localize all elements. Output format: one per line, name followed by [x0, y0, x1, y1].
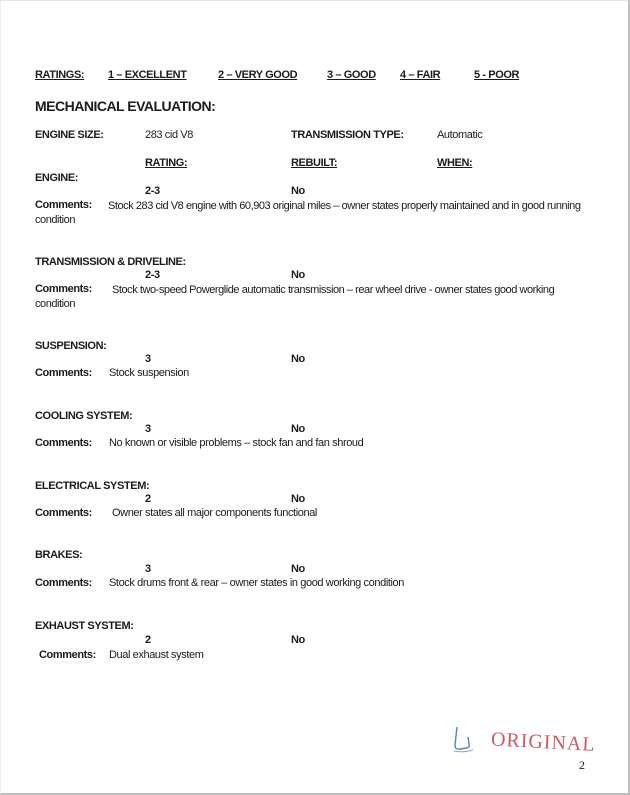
component-rebuilt: No — [291, 493, 305, 505]
component-comment: Stock suspension — [109, 367, 189, 379]
component-comment: Stock two-speed Powerglide automatic transmission – rear wheel drive - owner states good working condition — [35, 284, 555, 310]
comments-label: Comments: — [35, 199, 92, 211]
component-rating: 3 — [145, 563, 151, 575]
comments-label: Comments: — [35, 577, 92, 589]
component-name: TRANSMISSION & DRIVELINE: — [35, 256, 186, 268]
component-comment: No known or visible problems – stock fan and fan shroud — [109, 437, 364, 449]
column-header-rating: RATING: — [145, 157, 188, 169]
stamp-text: ORIGINAL — [490, 728, 597, 756]
component-rebuilt: No — [291, 423, 305, 435]
component-rebuilt: No — [291, 353, 305, 365]
component-comment: Owner states all major components functional — [112, 507, 317, 519]
engine-size-value: 283 cid V8 — [145, 129, 193, 141]
component-name: ELECTRICAL SYSTEM: — [35, 480, 150, 492]
component-rating: 3 — [145, 353, 151, 365]
component-rating: 2-3 — [145, 269, 160, 281]
component-comment: Stock drums front & rear – owner states in good working condition — [109, 577, 404, 589]
transmission-type-label: TRANSMISSION TYPE: — [291, 129, 404, 141]
component-rating: 2-3 — [145, 185, 160, 197]
comments-label: Comments: — [35, 507, 92, 519]
column-header-rebuilt: REBUILT: — [291, 157, 338, 169]
component-rating: 2 — [145, 493, 151, 505]
rating-scale-3: 3 – GOOD — [327, 69, 376, 81]
component-rating: 2 — [145, 634, 151, 646]
component-rebuilt: No — [291, 563, 305, 575]
component-rebuilt: No — [291, 634, 305, 646]
rating-scale-1: 1 – EXCELLENT — [108, 69, 187, 81]
comments-label: Comments: — [35, 367, 92, 379]
comments-label: Comments: — [35, 283, 92, 295]
section-title: MECHANICAL EVALUATION: — [35, 98, 216, 114]
transmission-type-value: Automatic — [437, 129, 483, 141]
original-stamp — [451, 723, 597, 759]
rating-scale-4: 4 – FAIR — [400, 69, 441, 81]
column-header-when: WHEN: — [437, 157, 473, 169]
ratings-label: RATINGS: — [35, 69, 85, 81]
comments-label: Comments: — [35, 437, 92, 449]
stamp-underline — [454, 750, 473, 752]
component-name: EXHAUST SYSTEM: — [35, 620, 134, 632]
component-rating: 3 — [145, 423, 151, 435]
engine-size-label: ENGINE SIZE: — [35, 129, 104, 141]
rating-scale-2: 2 – VERY GOOD — [218, 69, 298, 81]
rating-scale-5: 5 - POOR — [474, 69, 520, 81]
component-name: COOLING SYSTEM: — [35, 410, 133, 422]
component-name: ENGINE: — [35, 172, 79, 184]
component-rebuilt: No — [291, 185, 305, 197]
component-rebuilt: No — [291, 269, 305, 281]
stamp-mark — [455, 727, 469, 749]
component-comment: Dual exhaust system — [109, 649, 204, 661]
component-name: BRAKES: — [35, 549, 83, 561]
page-number: 2 — [579, 758, 585, 772]
component-name: SUSPENSION: — [35, 340, 107, 352]
component-comment: Stock 283 cid V8 engine with 60,903 original miles – owner states properly maintained and in good running condition — [35, 200, 581, 226]
comments-label: Comments: — [39, 649, 96, 661]
